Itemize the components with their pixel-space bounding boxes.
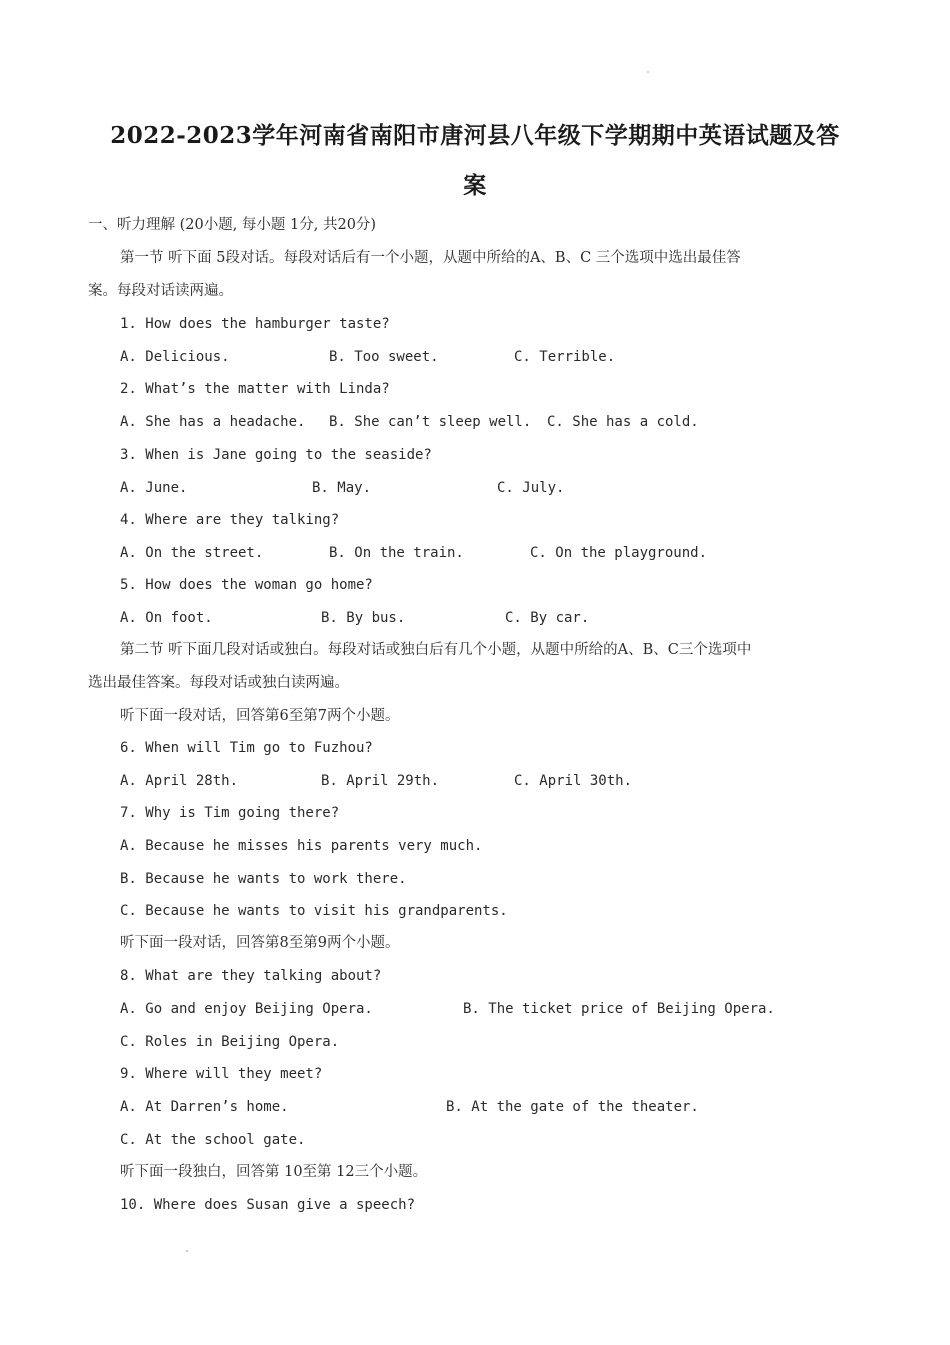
q3-option-b: B. May. [312, 480, 372, 496]
q4-option-c: C. On the playground. [530, 545, 708, 561]
q6-option-b: B. April 29th. [321, 773, 440, 789]
question-5: 5. How does the woman go home? [120, 577, 373, 593]
document-title-line-1: 2022-2023学年河南省南阳市唐河县八年级下学期期中英语试题及答 [110, 122, 840, 149]
question-10: 10. Where does Susan give a speech? [120, 1197, 416, 1213]
section1-instructions-line-1: 第一节 听下面 5段对话。每段对话后有一个小题，从题中所给的A、B、C 三个选项中选出最佳答 [120, 250, 741, 266]
section2-instructions-line-2: 选出最佳答案。每段对话或独白读两遍。 [88, 675, 349, 691]
q9-option-c: C. At the school gate. [120, 1132, 306, 1148]
q6-option-c: C. April 30th. [514, 773, 633, 789]
q7-option-a: A. Because he misses his parents very much. [120, 838, 483, 854]
question-2: 2. What’s the matter with Linda? [120, 381, 390, 397]
q4-option-a: A. On the street. [120, 545, 264, 561]
q1-option-b: B. Too sweet. [329, 349, 439, 365]
q9-option-b: B. At the gate of the theater. [446, 1099, 699, 1115]
question-4: 4. Where are they talking? [120, 512, 340, 528]
q2-option-a: A. She has a headache. [120, 414, 306, 430]
q6-option-a: A. April 28th. [120, 773, 239, 789]
q1-option-a: A. Delicious. [120, 349, 230, 365]
question-6: 6. When will Tim go to Fuzhou? [120, 740, 373, 756]
question-7: 7. Why is Tim going there? [120, 805, 340, 821]
monologue-intro-10-12: 听下面一段独白，回答第 10至第 12三个小题。 [120, 1164, 428, 1180]
part1-heading: 一、听力理解 (20小题, 每小题 1分, 共20分) [88, 217, 377, 233]
q7-option-b: B. Because he wants to work there. [120, 871, 407, 887]
q5-option-a: A. On foot. [120, 610, 213, 626]
dialogue-intro-6-7: 听下面一段对话，回答第6至第7两个小题。 [120, 708, 400, 724]
dialogue-intro-8-9: 听下面一段对话，回答第8至第9两个小题。 [120, 935, 400, 951]
q2-option-c: C. She has a cold. [547, 414, 699, 430]
q7-option-c: C. Because he wants to visit his grandparents. [120, 903, 508, 919]
scan-mark [647, 71, 649, 73]
q5-option-b: B. By bus. [321, 610, 406, 626]
q2-option-b: B. She can’t sleep well. [329, 414, 532, 430]
scan-mark [186, 1250, 188, 1252]
q3-option-c: C. July. [497, 480, 565, 496]
question-9: 9. Where will they meet? [120, 1066, 323, 1082]
q4-option-b: B. On the train. [329, 545, 464, 561]
q9-option-a: A. At Darren’s home. [120, 1099, 289, 1115]
question-1: 1. How does the hamburger taste? [120, 316, 390, 332]
section2-instructions-line-1: 第二节 听下面几段对话或独白。每段对话或独白后有几个小题，从题中所给的A、B、C三个选项中 [120, 642, 752, 658]
question-8: 8. What are they talking about? [120, 968, 382, 984]
q5-option-c: C. By car. [505, 610, 590, 626]
q8-option-a: A. Go and enjoy Beijing Opera. [120, 1001, 373, 1017]
question-3: 3. When is Jane going to the seaside? [120, 447, 432, 463]
q3-option-a: A. June. [120, 480, 188, 496]
q1-option-c: C. Terrible. [514, 349, 616, 365]
document-title-line-2: 案 [463, 172, 487, 199]
section1-instructions-line-2: 案。每段对话读两遍。 [88, 283, 233, 299]
q8-option-c: C. Roles in Beijing Opera. [120, 1034, 340, 1050]
q8-option-b: B. The ticket price of Beijing Opera. [463, 1001, 775, 1017]
